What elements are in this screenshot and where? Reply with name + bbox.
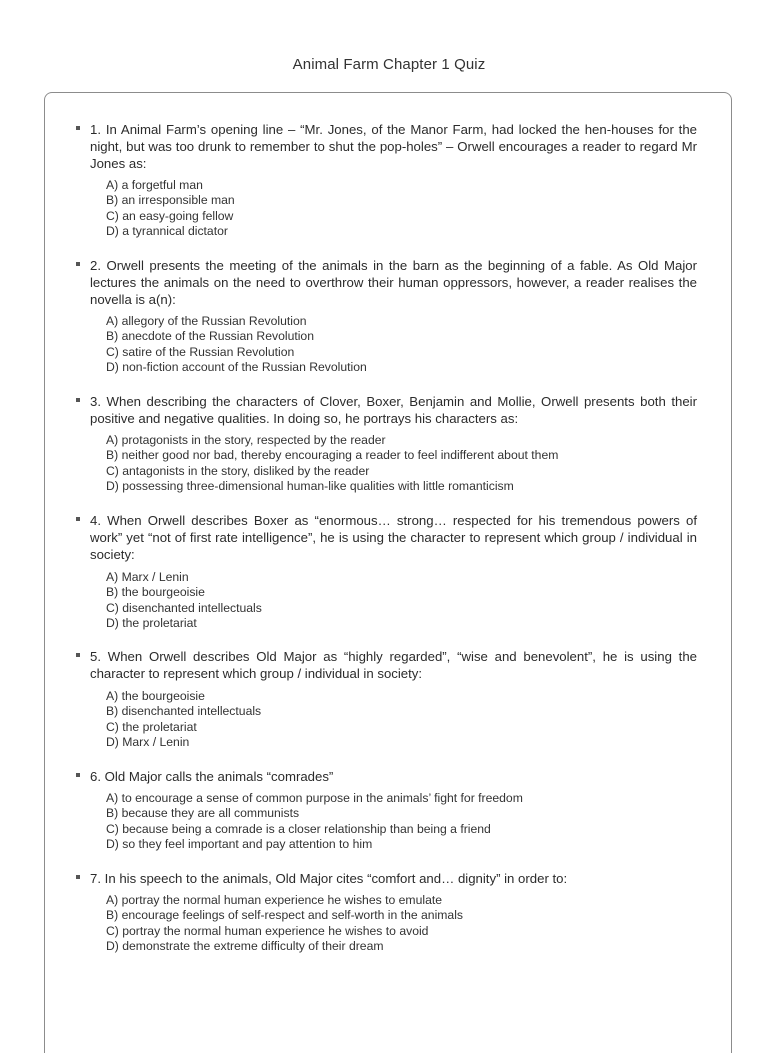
answer-option[interactable]: B) encourage feelings of self-respect and self-worth in the animals [106, 908, 464, 923]
answer-option[interactable]: D) the proletariat [106, 616, 197, 631]
question-stem: 1. In Animal Farm’s opening line – “Mr. Jones, of the Manor Farm, had locked the hen-houses for the night, but was too drunk to remember to shut the pop-holes” – Orwell encourages a reader to regard Mr Jones as: [90, 122, 697, 171]
bullet-icon [76, 262, 80, 266]
answer-option[interactable]: C) satire of the Russian Revolution [106, 344, 295, 359]
answer-option[interactable]: C) antagonists in the story, disliked by the reader [106, 463, 370, 478]
answer-option[interactable]: C) the proletariat [106, 719, 197, 734]
answer-option[interactable]: B) anecdote of the Russian Revolution [106, 329, 314, 344]
question-stem: 7. In his speech to the animals, Old Major cites “comfort and… dignity” in order to: [90, 871, 568, 886]
answer-option[interactable]: A) protagonists in the story, respected by the reader [106, 433, 386, 447]
answer-options [106, 314, 367, 376]
answer-option[interactable]: C) because being a comrade is a closer relationship than being a friend [106, 821, 491, 836]
question-stem: 3. When describing the characters of Clover, Boxer, Benjamin and Mollie, Orwell presents both their positive and negative qualities. In doing so, he portrays his characters as: [90, 394, 697, 426]
answer-options [106, 791, 523, 853]
answer-option[interactable]: D) so they feel important and pay attention to him [106, 837, 373, 852]
answer-option[interactable]: C) portray the normal human experience he wishes to avoid [106, 923, 429, 938]
answer-option[interactable]: D) a tyrannical dictator [106, 224, 228, 239]
bullet-icon [76, 517, 80, 521]
bullet-icon [76, 126, 80, 130]
answer-options [106, 570, 262, 632]
bullet-icon [76, 773, 80, 777]
answer-options [106, 178, 235, 240]
answer-option[interactable]: D) non-fiction account of the Russian Revolution [106, 360, 367, 375]
answer-options [106, 433, 558, 495]
bullet-icon [76, 875, 80, 879]
answer-option[interactable]: B) because they are all communists [106, 806, 300, 821]
bullet-icon [76, 653, 80, 657]
answer-option[interactable]: A) the bourgeoisie [106, 689, 205, 703]
answer-option[interactable]: B) an irresponsible man [106, 193, 235, 208]
answer-options [106, 689, 261, 751]
answer-option[interactable]: C) an easy-going fellow [106, 208, 234, 223]
answer-options [106, 893, 463, 955]
page-title: Animal Farm Chapter 1 Quiz [292, 56, 486, 73]
answer-option[interactable]: A) a forgetful man [106, 178, 203, 192]
answer-option[interactable]: A) to encourage a sense of common purpose in the animals’ fight for freedom [106, 791, 523, 805]
answer-option[interactable]: B) the bourgeoisie [106, 585, 205, 600]
question-stem: 6. Old Major calls the animals “comrades” [90, 769, 334, 784]
answer-option[interactable]: D) Marx / Lenin [106, 735, 190, 750]
question-stem: 2. Orwell presents the meeting of the animals in the barn as the beginning of a fable. As Old Major lectures the animals on the need to overthrow their human oppressors, however, a reader realises the novella is a(n): [90, 258, 697, 307]
answer-option[interactable]: A) Marx / Lenin [106, 570, 189, 584]
bullet-icon [76, 398, 80, 402]
answer-option[interactable]: D) possessing three-dimensional human-like qualities with little romanticism [106, 479, 514, 494]
answer-option[interactable]: A) allegory of the Russian Revolution [106, 314, 307, 328]
answer-option[interactable]: B) disenchanted intellectuals [106, 704, 262, 719]
question-stem: 5. When Orwell describes Old Major as “highly regarded”, “wise and benevolent”, he is using the character to represent which group / individual in society: [90, 649, 697, 681]
answer-option[interactable]: B) neither good nor bad, thereby encouraging a reader to feel indifferent about them [106, 448, 559, 463]
answer-option[interactable]: C) disenchanted intellectuals [106, 600, 262, 615]
quiz-frame [44, 92, 732, 1053]
answer-option[interactable]: A) portray the normal human experience he wishes to emulate [106, 893, 443, 907]
question-stem: 4. When Orwell describes Boxer as “enormous… strong… respected for his tremendous powers of work” yet “not of first rate intelligence”, he is using the character to represent which group / individual in society: [90, 513, 697, 562]
answer-option[interactable]: D) demonstrate the extreme difficulty of their dream [106, 939, 384, 954]
